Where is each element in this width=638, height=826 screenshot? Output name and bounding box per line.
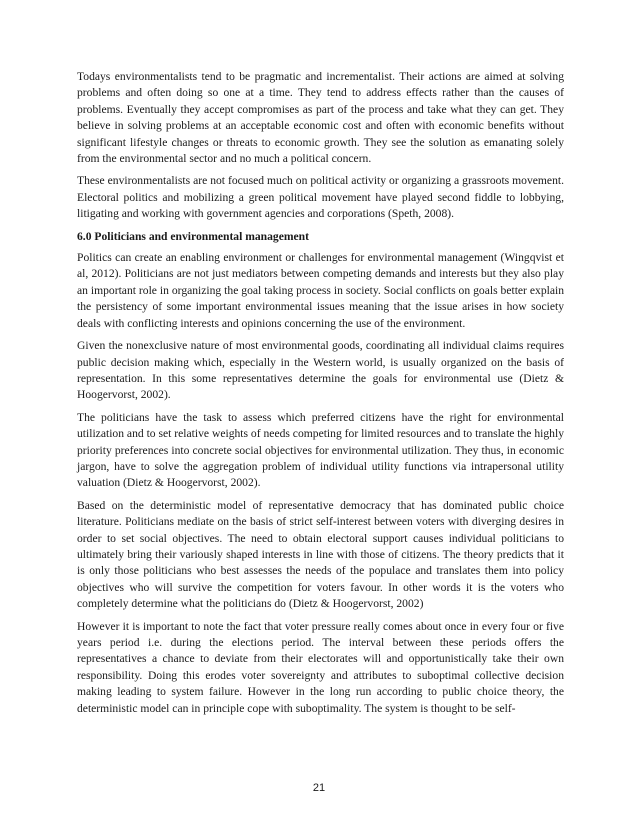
paragraph: Based on the deterministic model of representative democracy that has dominated public choice literature. Politicians mediate on the basis of strict self-interest between voters with diverging desires in order to set social objectives. The need to obtain electoral support causes individual politicians to ultimately bring their variously shaped interests in line with those of citizens. The theory predicts that it is only those politicians who best assesses the needs of the populace and translates them into policy objectives who will survive the competition for voters favour. In other words it is the voters who completely determine what the politicians do (Dietz & Hoogervorst, 2002) <box>77 498 564 611</box>
paragraph: Politics can create an enabling environment or challenges for environmental management (Wingqvist et al, 2012). Politicians are not just mediators between competing demands and interests but they also play an important role in organizing the goal taking process in society. Social conflicts on goals better explain the persistency of some important environmental issues meaning that the issue arises in how society deals with conflicting interests and opinions concerning the use of the environment. <box>77 251 564 330</box>
paragraph: These environmentalists are not focused much on political activity or organizing a grassroots movement. Electoral politics and mobilizing a green political movement have played second fiddle to lobbying, litigating and working with government agencies and corporations (Speth, 2008). <box>77 174 564 221</box>
section-heading: 6.0 Politicians and environmental management <box>77 229 309 243</box>
page-body <box>77 69 564 723</box>
paragraph: However it is important to note the fact that voter pressure really comes about once in every four or five years period i.e. during the elections period. The interval between these periods offers the representatives a chance to deviate from their electorates will and opportunistically take their own responsibility. Doing this erodes voter sovereignty and attributes to suboptimal collective decision making leading to system failure. However in the long run according to public choice theory, the deterministic model can in principle cope with suboptimality. The system is thought to be self- <box>77 619 564 715</box>
paragraph: Given the nonexclusive nature of most environmental goods, coordinating all individual claims requires public decision making which, especially in the Western world, is usually organized on the basis of representation. In this some representatives determine the goals for environmental use (Dietz & Hoogervorst, 2002). <box>77 339 564 402</box>
paragraph: Todays environmentalists tend to be pragmatic and incrementalist. Their actions are aimed at solving problems and often doing so one at a time. They tend to address effects rather than the causes of problems. Eventually they accept compromises as part of the process and take what they can get. They believe in solving problems at an acceptable economic cost and often with economic benefits without significant lifestyle changes or threats to economic growth. They see the solution as emanating solely from the environmental sector and no much a political concern. <box>77 70 564 166</box>
paragraph: The politicians have the task to assess which preferred citizens have the right for environmental utilization and to set relative weights of needs competing for limited resources and to translate the highly priority preferences into concrete social objectives for environmental utilization. They thus, in economic jargon, have to solve the aggregation problem of individual utility functions via intrapersonal utility valuation (Dietz & Hoogervorst, 2002). <box>77 410 564 490</box>
page-number: 21 <box>312 782 326 794</box>
